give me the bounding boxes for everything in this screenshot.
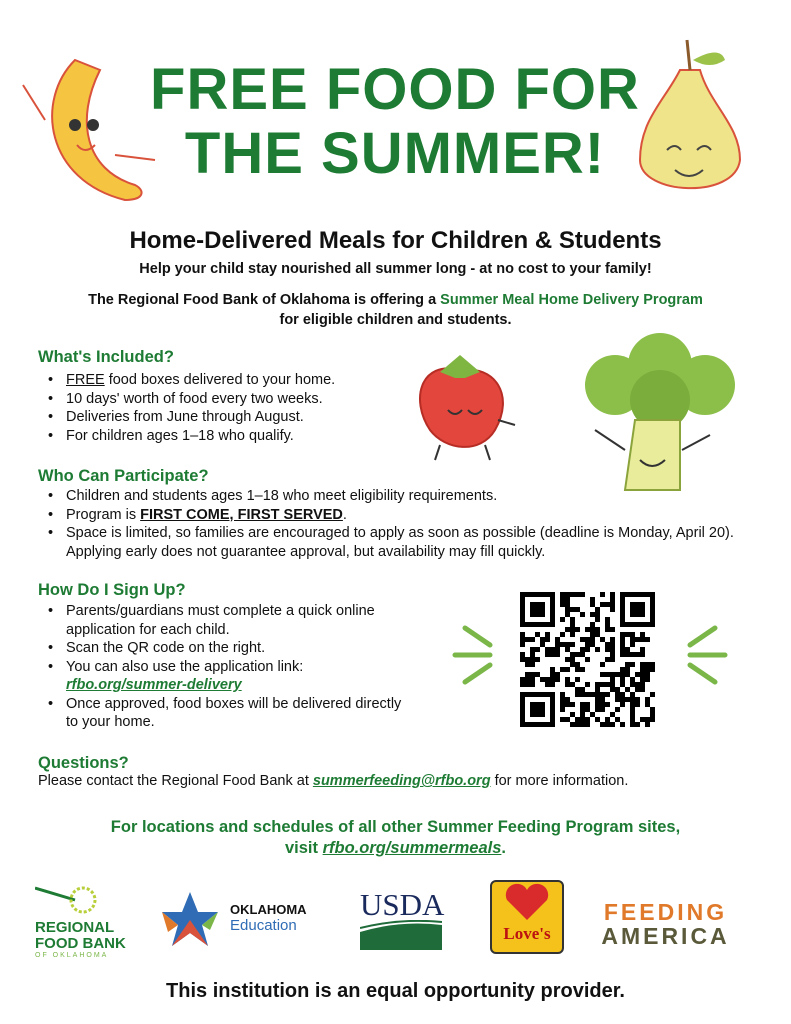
usda-text: USDA: [360, 887, 445, 922]
america-text: AMERICA: [601, 923, 730, 949]
loves-logo: [490, 880, 564, 954]
rfbo-line1: REGIONAL: [35, 919, 115, 936]
signup-list: [38, 602, 403, 732]
list-item: • Parents/guardians must complete a quick online application for each child.: [38, 602, 403, 639]
intro-post: for eligible children and students.: [279, 312, 512, 328]
item-text: food boxes delivered to your home.: [104, 372, 336, 388]
rfbo-line3: OF OKLAHOMA: [35, 952, 109, 959]
oklahoma-education-logo: [160, 890, 330, 950]
usda-logo: [360, 887, 445, 955]
list-item: [38, 371, 408, 390]
intro-text: [0, 290, 791, 330]
rfbo-line2: FOOD BANK: [35, 935, 126, 952]
headline-line-1: FREE FOOD FOR: [150, 57, 640, 122]
free-emphasis: FREE: [66, 372, 105, 388]
broccoli-illustration: [570, 330, 745, 500]
feeding-text: FEEDING: [603, 899, 728, 925]
list-item: [38, 658, 403, 695]
locations-pre: visit: [284, 839, 323, 857]
strawberry-illustration: [410, 340, 525, 465]
summermeals-link[interactable]: rfbo.org/summermeals: [322, 839, 502, 857]
locations-line1: For locations and schedules of all other Summer Feeding Program sites,: [110, 818, 681, 836]
loves-text: Love's: [503, 924, 551, 943]
list-item: • Space is limited, so families are encouraged to apply as soon as possible (deadline is Monday, April 20). Applying early does not guarantee approval, but availability may fill quickly.: [38, 524, 748, 561]
subtitle: Home-Delivered Meals for Children & Students: [129, 227, 662, 254]
locations-text: [0, 817, 791, 859]
sparkle-right-icon: [680, 620, 730, 690]
list-item: • Once approved, food boxes will be delivered directly to your home.: [38, 695, 403, 732]
headline: [120, 58, 670, 186]
sparkle-left-icon: [450, 620, 500, 690]
questions-pre: Please contact the Regional Food Bank at: [38, 773, 313, 789]
item-text: .: [342, 506, 347, 523]
included-list: [38, 371, 408, 445]
questions-text: [38, 773, 628, 789]
participate-heading: Who Can Participate?: [38, 467, 209, 485]
list-item: • Deliveries from June through August.: [38, 408, 408, 427]
usda-field-icon: [360, 920, 442, 950]
participate-list: [38, 487, 748, 561]
list-item: • For children ages 1–18 who qualify.: [38, 427, 408, 446]
okedu-line2: Education: [230, 917, 297, 934]
headline-line-2: THE SUMMER!: [184, 121, 606, 186]
questions-post: for more information.: [490, 773, 629, 789]
feeding-america-logo: [598, 900, 733, 948]
item-text: Program is: [66, 506, 141, 523]
questions-heading: Questions?: [38, 754, 129, 772]
list-item: • Children and students ages 1–18 who meet eligibility requirements.: [38, 487, 748, 506]
star-icon: [160, 890, 220, 950]
okedu-line1: OKLAHOMA: [230, 902, 307, 917]
heart-icon: [502, 882, 552, 922]
tagline: Help your child stay nourished all summer long - at no cost to your family!: [139, 261, 652, 277]
list-item: • Scan the QR code on the right.: [38, 639, 403, 658]
list-item: • 10 days' worth of food every two weeks.: [38, 390, 408, 409]
rfbo-logo: [35, 880, 135, 959]
signup-heading: How Do I Sign Up?: [38, 581, 186, 599]
included-heading: What's Included?: [38, 348, 174, 366]
fork-sun-icon: [35, 880, 105, 915]
locations-post: .: [501, 839, 506, 857]
program-name: Summer Meal Home Delivery Program: [440, 292, 703, 308]
qr-code[interactable]: [520, 592, 655, 727]
intro-pre: The Regional Food Bank of Oklahoma is offering a: [88, 292, 441, 308]
email-link[interactable]: summerfeeding@rfbo.org: [312, 773, 491, 789]
list-item: [38, 506, 748, 525]
application-link[interactable]: rfbo.org/summer-delivery: [66, 677, 242, 693]
item-text: You can also use the application link:: [66, 658, 304, 675]
first-come-emphasis: FIRST COME, FIRST SERVED: [140, 506, 343, 523]
footer-statement: This institution is an equal opportunity provider.: [166, 980, 625, 1002]
